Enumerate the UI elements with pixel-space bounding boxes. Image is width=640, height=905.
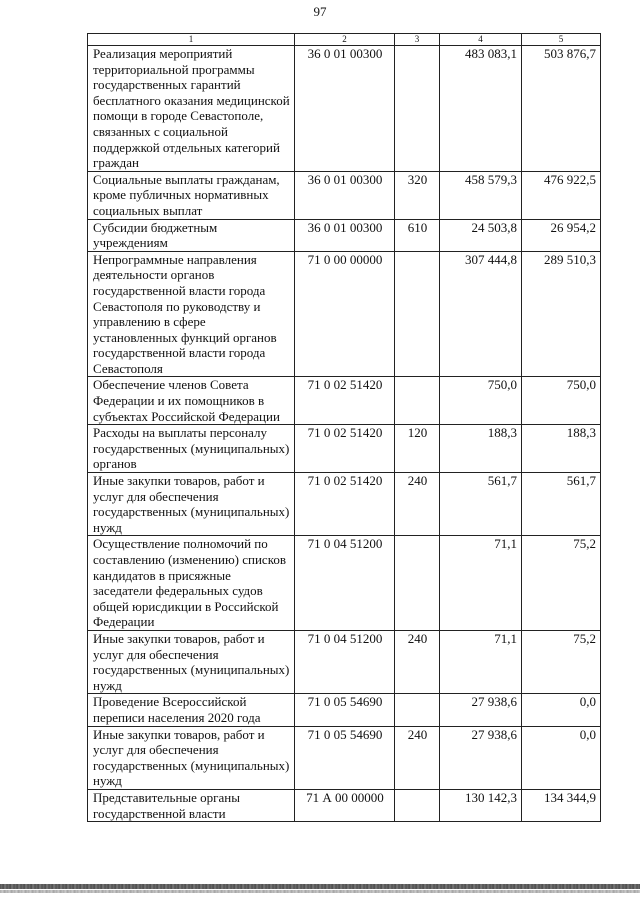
row-type-cell: 240	[395, 726, 440, 789]
row-value-col5-cell: 26 954,2	[522, 219, 601, 251]
row-type-cell: 320	[395, 171, 440, 219]
row-type-cell	[395, 789, 440, 821]
row-code-cell: 36 0 01 00300	[295, 171, 395, 219]
row-value-col4-cell: 483 083,1	[440, 46, 522, 172]
row-value-col4-cell: 24 503,8	[440, 219, 522, 251]
row-value-col5-cell: 75,2	[522, 536, 601, 631]
table-row	[88, 473, 601, 536]
budget-table	[87, 33, 601, 822]
row-name-cell: Осуществление полномочий по составлению (изменению) списков кандидатов в присяжные заседатели федеральных судов общей юрисдикции в Российской Федерации	[88, 536, 295, 631]
table-row	[88, 425, 601, 473]
row-value-col4-cell: 188,3	[440, 425, 522, 473]
row-value-col5-cell: 289 510,3	[522, 251, 601, 377]
page-number: 97	[313, 4, 327, 19]
row-value-col5-cell: 134 344,9	[522, 789, 601, 821]
row-name-cell: Непрограммные направления деятельности органов государственной власти города Севастополя по руководству и управлению в сфере установленных функций органов государственной власти города Севастополя	[88, 251, 295, 377]
row-name-cell: Иные закупки товаров, работ и услуг для обеспечения государственных (муниципальных) нужд	[88, 726, 295, 789]
row-code-cell: 71 0 05 54690	[295, 694, 395, 726]
row-type-cell: 120	[395, 425, 440, 473]
row-code-cell: 71 А 00 00000	[295, 789, 395, 821]
table-row	[88, 251, 601, 377]
table-row	[88, 171, 601, 219]
row-type-cell	[395, 694, 440, 726]
row-value-col5-cell: 0,0	[522, 694, 601, 726]
row-value-col5-cell: 0,0	[522, 726, 601, 789]
table-row	[88, 789, 601, 821]
row-value-col5-cell: 750,0	[522, 377, 601, 425]
row-value-col4-cell: 561,7	[440, 473, 522, 536]
scan-artifact	[0, 890, 640, 893]
row-value-col4-cell: 27 938,6	[440, 726, 522, 789]
row-name-cell: Представительные органы государственной власти	[88, 789, 295, 821]
column-header: 4	[440, 34, 522, 46]
row-name-cell: Проведение Всероссийской переписи населения 2020 года	[88, 694, 295, 726]
row-type-cell	[395, 46, 440, 172]
row-name-cell: Обеспечение членов Совета Федерации и их помощников в субъектах Российской Федерации	[88, 377, 295, 425]
scan-artifact	[0, 884, 640, 889]
row-value-col4-cell: 130 142,3	[440, 789, 522, 821]
row-code-cell: 36 0 01 00300	[295, 219, 395, 251]
row-value-col4-cell: 458 579,3	[440, 171, 522, 219]
row-name-cell: Иные закупки товаров, работ и услуг для обеспечения государственных (муниципальных) нужд	[88, 630, 295, 693]
row-value-col5-cell: 503 876,7	[522, 46, 601, 172]
column-header: 2	[295, 34, 395, 46]
row-value-col4-cell: 27 938,6	[440, 694, 522, 726]
row-type-cell: 610	[395, 219, 440, 251]
row-type-cell	[395, 251, 440, 377]
row-type-cell	[395, 536, 440, 631]
row-value-col5-cell: 75,2	[522, 630, 601, 693]
table-row	[88, 46, 601, 172]
row-code-cell: 71 0 04 51200	[295, 536, 395, 631]
row-value-col4-cell: 307 444,8	[440, 251, 522, 377]
row-name-cell: Субсидии бюджетным учреждениям	[88, 219, 295, 251]
row-code-cell: 71 0 00 00000	[295, 251, 395, 377]
column-header: 3	[395, 34, 440, 46]
column-header: 1	[88, 34, 295, 46]
row-type-cell	[395, 377, 440, 425]
row-code-cell: 36 0 01 00300	[295, 46, 395, 172]
table-row	[88, 630, 601, 693]
row-code-cell: 71 0 02 51420	[295, 425, 395, 473]
row-value-col4-cell: 750,0	[440, 377, 522, 425]
row-value-col4-cell: 71,1	[440, 536, 522, 631]
table-row	[88, 536, 601, 631]
row-code-cell: 71 0 02 51420	[295, 473, 395, 536]
row-value-col5-cell: 476 922,5	[522, 171, 601, 219]
row-type-cell: 240	[395, 473, 440, 536]
row-name-cell: Реализация мероприятий территориальной программы государственных гарантий бесплатного оказания медицинской помощи в городе Севастополе, связанных с социальной поддержкой отдельных категорий граждан	[88, 46, 295, 172]
row-type-cell: 240	[395, 630, 440, 693]
row-value-col4-cell: 71,1	[440, 630, 522, 693]
row-code-cell: 71 0 02 51420	[295, 377, 395, 425]
row-value-col5-cell: 188,3	[522, 425, 601, 473]
row-name-cell: Социальные выплаты гражданам, кроме публичных нормативных социальных выплат	[88, 171, 295, 219]
table-row	[88, 726, 601, 789]
table-row	[88, 377, 601, 425]
row-value-col5-cell: 561,7	[522, 473, 601, 536]
column-header: 5	[522, 34, 601, 46]
table-row	[88, 694, 601, 726]
table-header-row	[88, 34, 601, 46]
row-code-cell: 71 0 04 51200	[295, 630, 395, 693]
table-row	[88, 219, 601, 251]
row-name-cell: Расходы на выплаты персоналу государственных (муниципальных) органов	[88, 425, 295, 473]
row-name-cell: Иные закупки товаров, работ и услуг для обеспечения государственных (муниципальных) нужд	[88, 473, 295, 536]
row-code-cell: 71 0 05 54690	[295, 726, 395, 789]
